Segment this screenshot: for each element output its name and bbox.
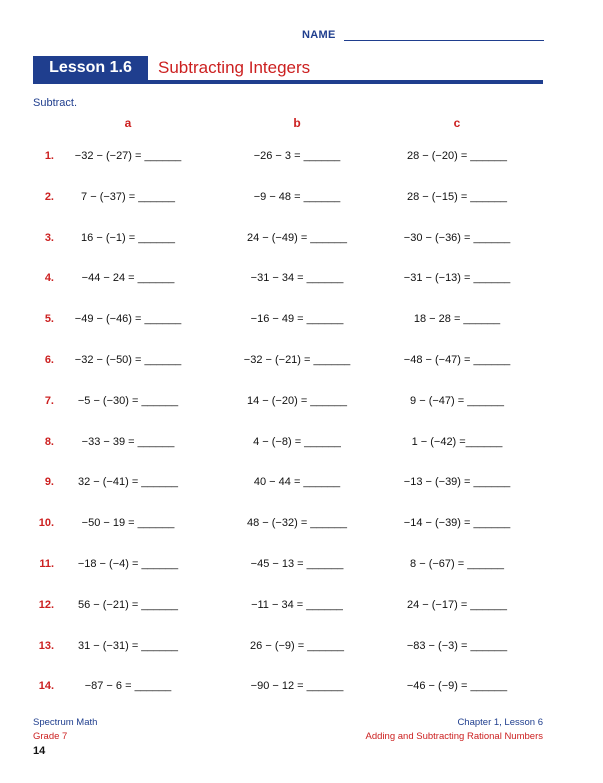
problem-a[interactable]: −33 − 39 = ______ xyxy=(81,436,175,448)
problem-number: 8. xyxy=(44,436,54,448)
problem-number: 6. xyxy=(44,354,54,366)
footer-grade: Grade 7 xyxy=(33,731,68,742)
problem-a[interactable]: 56 − (−21) = ______ xyxy=(78,599,178,611)
problem-c[interactable]: 24 − (−17) = ______ xyxy=(407,599,507,611)
name-label: NAME xyxy=(302,29,336,41)
problem-c[interactable]: −83 − (−3) = ______ xyxy=(406,640,508,652)
problem-b[interactable]: 14 − (−20) = ______ xyxy=(247,395,347,407)
column-head-a: a xyxy=(124,116,132,130)
problem-a[interactable]: −32 − (−50) = ______ xyxy=(74,354,182,366)
column-head-b: b xyxy=(293,116,301,130)
problem-number: 10. xyxy=(38,517,54,529)
problem-number: 7. xyxy=(44,395,54,407)
problem-c[interactable]: 28 − (−15) = ______ xyxy=(407,191,507,203)
problem-a[interactable]: 7 − (−37) = ______ xyxy=(81,191,175,203)
problem-a[interactable]: 31 − (−31) = ______ xyxy=(78,640,178,652)
footer-publisher: Spectrum Math xyxy=(33,717,98,728)
problem-b[interactable]: −45 − 13 = ______ xyxy=(250,558,344,570)
problem-a[interactable]: 32 − (−41) = ______ xyxy=(78,476,178,488)
problem-number: 2. xyxy=(44,191,54,203)
header-rule xyxy=(33,80,543,84)
problem-b[interactable]: 24 − (−49) = ______ xyxy=(247,232,347,244)
problem-a[interactable]: −44 − 24 = ______ xyxy=(81,272,175,284)
page-number: 14 xyxy=(33,745,46,757)
problem-b[interactable]: −31 − 34 = ______ xyxy=(250,272,344,284)
problem-b[interactable]: −90 − 12 = ______ xyxy=(250,680,344,692)
problem-number: 9. xyxy=(44,476,54,488)
problem-number: 1. xyxy=(44,150,54,162)
problem-a[interactable]: −5 − (−30) = ______ xyxy=(77,395,179,407)
problem-a[interactable]: −32 − (−27) = ______ xyxy=(74,150,182,162)
problem-c[interactable]: −14 − (−39) = ______ xyxy=(403,517,511,529)
problem-number: 14. xyxy=(38,680,54,692)
name-line[interactable] xyxy=(344,40,544,41)
problem-b[interactable]: −16 − 49 = ______ xyxy=(250,313,344,325)
lesson-badge: Lesson 1.6 xyxy=(33,56,148,80)
problem-a[interactable]: −18 − (−4) = ______ xyxy=(77,558,179,570)
problem-number: 3. xyxy=(44,232,54,244)
problem-c[interactable]: −46 − (−9) = ______ xyxy=(406,680,508,692)
footer-unit: Adding and Subtracting Rational Numbers xyxy=(365,731,543,742)
problem-b[interactable]: −11 − 34 = ______ xyxy=(251,599,343,611)
problem-c[interactable]: 28 − (−20) = ______ xyxy=(407,150,507,162)
column-head-c: c xyxy=(453,116,461,130)
problem-c[interactable]: 8 − (−67) = ______ xyxy=(410,558,504,570)
problem-c[interactable]: −31 − (−13) = ______ xyxy=(403,272,511,284)
problem-c[interactable]: −48 − (−47) = ______ xyxy=(403,354,511,366)
problem-b[interactable]: −32 − (−21) = ______ xyxy=(243,354,351,366)
problem-c[interactable]: 9 − (−47) = ______ xyxy=(410,395,504,407)
problem-b[interactable]: 4 − (−8) = ______ xyxy=(253,436,341,448)
problem-number: 4. xyxy=(44,272,54,284)
problem-number: 5. xyxy=(44,313,54,325)
problem-a[interactable]: 16 − (−1) = ______ xyxy=(81,232,175,244)
problem-number: 12. xyxy=(38,599,54,611)
problem-b[interactable]: −9 − 48 = ______ xyxy=(253,191,341,203)
name-row xyxy=(302,29,544,43)
problem-a[interactable]: −87 − 6 = ______ xyxy=(84,680,172,692)
problem-c[interactable]: −13 − (−39) = ______ xyxy=(403,476,511,488)
problem-a[interactable]: −50 − 19 = ______ xyxy=(81,517,175,529)
problem-number: 13. xyxy=(38,640,54,652)
problem-c[interactable]: 18 − 28 = ______ xyxy=(413,313,501,325)
problem-b[interactable]: 40 − 44 = ______ xyxy=(253,476,341,488)
problem-a[interactable]: −49 − (−46) = ______ xyxy=(74,313,182,325)
footer-chapter: Chapter 1, Lesson 6 xyxy=(457,717,543,728)
problem-b[interactable]: −26 − 3 = ______ xyxy=(253,150,341,162)
problem-b[interactable]: 48 − (−32) = ______ xyxy=(247,517,347,529)
lesson-title: Subtracting Integers xyxy=(158,58,311,77)
problem-c[interactable]: 1 − (−42) =______ xyxy=(411,436,503,448)
instructions: Subtract. xyxy=(33,97,78,109)
problem-number: 11. xyxy=(39,558,54,570)
problem-c[interactable]: −30 − (−36) = ______ xyxy=(403,232,511,244)
problem-b[interactable]: 26 − (−9) = ______ xyxy=(250,640,344,652)
